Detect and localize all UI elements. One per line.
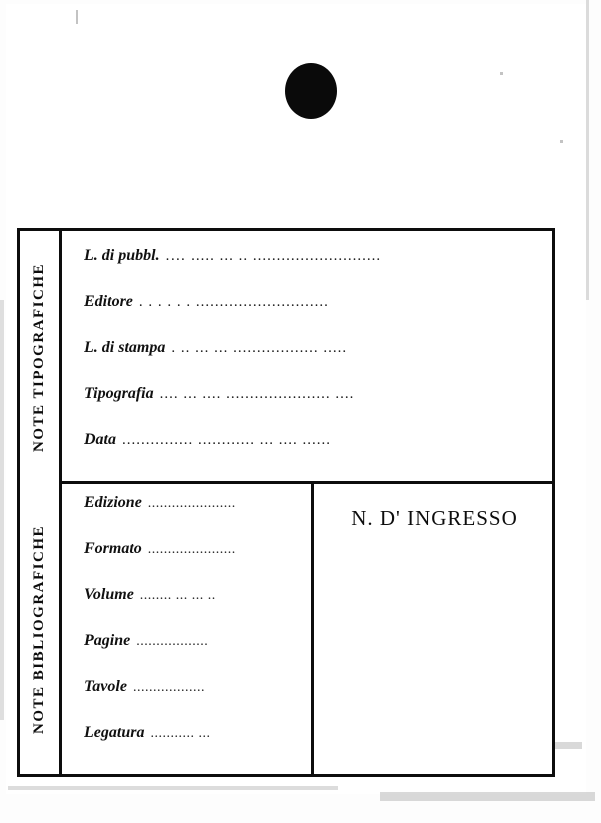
typographic-notes-label-column (20, 231, 62, 484)
field-label-tipografia: Tipografia (84, 385, 154, 402)
bibliographic-notes-vertical-label: NOTE BIBLIOGRAFICHE (31, 524, 47, 734)
field-label-luogo-pubblicazione: L. di pubbl. (84, 247, 160, 264)
field-label-data: Data (84, 431, 116, 448)
scan-artifact (500, 72, 503, 75)
field-dots: ............... ............ ... .... ...... (122, 432, 331, 448)
field-label-luogo-stampa: L. di stampa (84, 339, 166, 356)
bibliographic-notes-label-column (20, 484, 62, 774)
field-label-pagine: Pagine (84, 632, 131, 649)
field-dots: ...................... (147, 542, 236, 557)
field-row[interactable] (84, 339, 541, 385)
field-label-edizione: Edizione (84, 494, 142, 511)
typographic-notes-vertical-label: NOTE TIPOGRAFICHE (31, 263, 47, 452)
scan-artifact (560, 140, 563, 143)
scan-artifact (380, 792, 595, 801)
punch-hole-mark (285, 63, 337, 119)
field-dots: .... ... .... ...................... .... (159, 386, 355, 402)
field-dots: ........... ... (150, 726, 211, 741)
field-dots: . . . . . . ............................ (138, 294, 329, 310)
field-row[interactable] (84, 678, 303, 724)
field-label-legatura: Legatura (84, 724, 145, 741)
typographic-fields (62, 231, 555, 481)
scan-artifact (0, 300, 4, 720)
scan-artifact (8, 786, 338, 790)
field-row[interactable] (84, 632, 303, 678)
field-row[interactable] (84, 494, 303, 540)
field-dots: ...................... (147, 496, 236, 511)
entry-number-title: N. D' INGRESSO (351, 506, 518, 530)
field-row[interactable] (84, 724, 303, 770)
field-dots: ........ ... ... .. (139, 588, 216, 603)
field-dots: . .. ... ... .................. ..... (171, 340, 348, 356)
field-dots: .................. (136, 634, 209, 649)
field-label-tavole: Tavole (84, 678, 127, 695)
field-label-editore: Editore (84, 293, 133, 310)
scan-artifact (586, 0, 589, 300)
field-label-volume: Volume (84, 586, 134, 603)
bibliographic-fields (62, 484, 314, 774)
scan-artifact (76, 10, 78, 24)
field-row[interactable] (84, 293, 541, 339)
field-row[interactable] (84, 431, 541, 477)
field-row[interactable] (84, 385, 541, 431)
field-dots: .................. (132, 680, 205, 695)
entry-number-box[interactable] (314, 484, 555, 774)
field-dots: .… ..... ... .. ........................... (165, 248, 382, 264)
field-row[interactable] (84, 586, 303, 632)
field-label-formato: Formato (84, 540, 142, 557)
catalog-card-frame (17, 228, 555, 777)
field-row[interactable] (84, 247, 541, 293)
field-row[interactable] (84, 540, 303, 586)
